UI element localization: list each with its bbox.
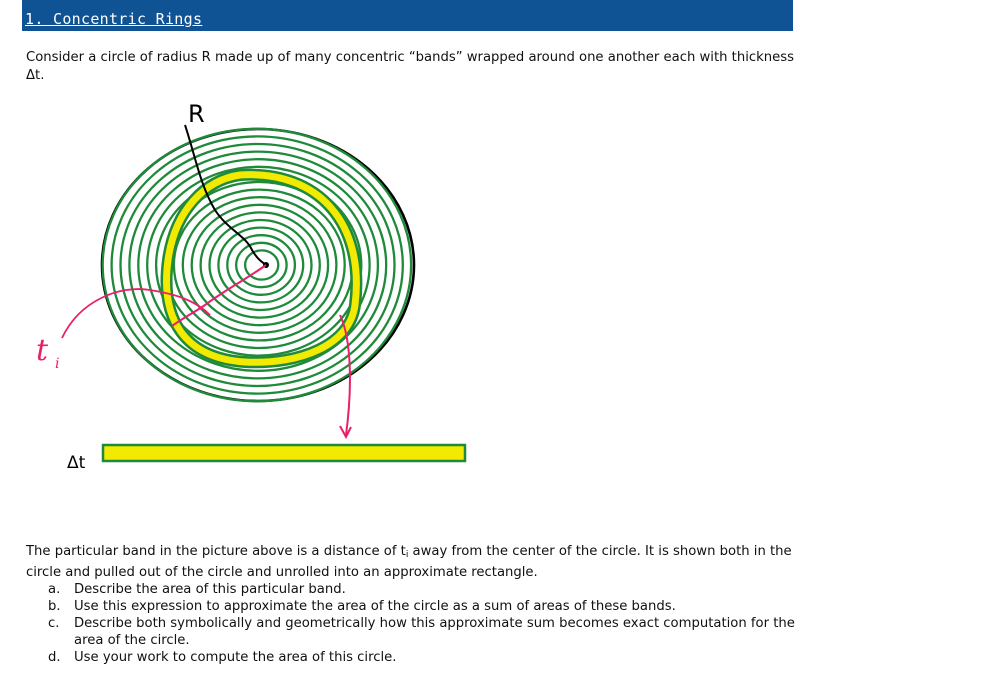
section-title: 1. Concentric Rings [25,10,203,28]
question-a [48,581,826,598]
para-before: The particular band in the picture above is a distance of t [26,544,406,559]
question-a-text: Describe the area of this particular band. [74,582,346,597]
concentric-rings-figure [0,90,500,480]
label-R: R [188,100,205,128]
question-list [48,581,826,666]
unrolled-band-rectangle [103,445,465,461]
label-t: t [36,333,49,368]
section-header [22,0,793,31]
ring [183,197,337,333]
ring [210,220,312,310]
para-subscript: i [405,550,409,560]
band-description-paragraph [26,543,796,582]
intro-paragraph: Consider a circle of radius R made up of many concentric “bands” wrapped around one another each with thickness Δt. [26,50,794,83]
question-c [48,615,826,649]
question-d-mark: d. [48,650,61,665]
question-c-text: Describe both symbolically and geometrically how this approximate sum becomes exact computation for the area of the circle. [74,616,795,648]
question-b-mark: b. [48,599,61,614]
question-c-mark: c. [48,616,60,631]
question-b [48,598,826,615]
ring [192,205,328,325]
para-after: away from the center of the circle. It is shown both in the circle and pulled out of the circle and unrolled into an approximate rectangle. [26,544,792,580]
rings-drawing [0,90,500,480]
question-b-text: Use this expression to approximate the area of the circle as a sum of areas of these bands. [74,599,676,614]
ring [227,235,295,295]
label-i: i [55,356,60,372]
question-d [48,649,826,666]
question-d-text: Use your work to compute the area of this circle. [74,650,397,665]
label-delta-t: Δt [67,453,86,473]
question-a-mark: a. [48,582,61,597]
ring [218,228,303,303]
